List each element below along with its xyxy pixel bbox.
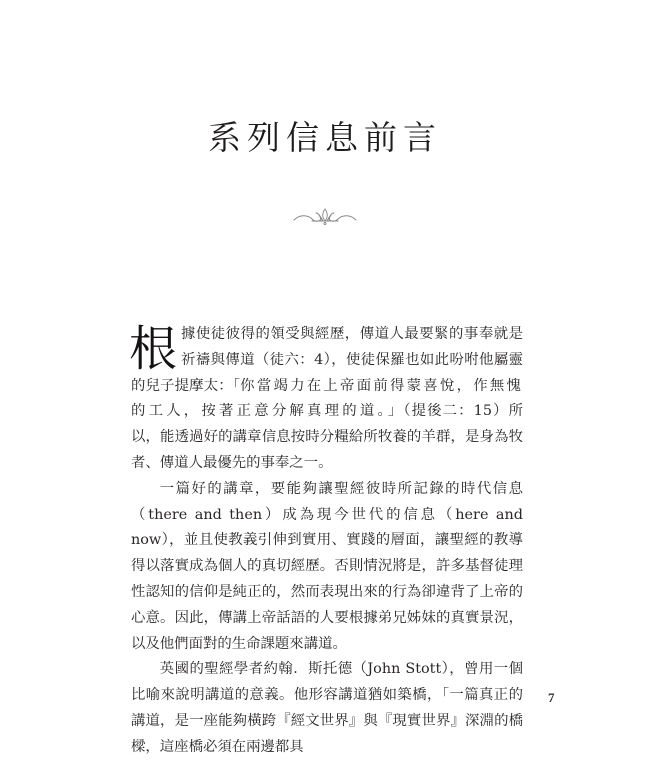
scripture-quote: 你當竭力在上帝面前得蒙喜悅，作無愧的工人，按著正意分解真理的道。 bbox=[131, 377, 523, 420]
body-text bbox=[131, 322, 523, 761]
paragraph-text: 」（提後二：15）所以，能透過好的講章信息按時分糧給所牧養的羊群，是身為牧者、傳道人最優先的事奉之一。 bbox=[131, 403, 523, 471]
paragraph-text: 據使徒彼得的領受與經歷，傳道人最要緊的事奉就是祈禱與傳道（徒六：4），使徒保羅也如此吩咐他屬靈的兒子提摩太：「 bbox=[131, 326, 523, 394]
page-title: 系列信息前言 bbox=[208, 118, 442, 157]
paragraph-3: 英國的聖經學者約翰．斯托德（John Stott），曾用一個比喻來說明講道的意義。他形容講道猶如築橋，「一篇真正的講道，是一座能夠橫跨『經文世界』與『現實世界』深淵的橋樑，這座橋必須在兩邊都具 bbox=[131, 661, 523, 755]
paragraph-1 bbox=[131, 322, 523, 477]
flourish-divider-icon bbox=[292, 205, 358, 227]
page-number: 7 bbox=[548, 690, 555, 705]
paragraph-2: 一篇好的講章，要能夠讓聖經彼時所記錄的時代信息（there and then）成為現今世代的信息（here and now），並且使教義引伸到實用、實踐的層面，讓聖經的教導得以落實成為個人的真切經歷。否則情況將是，許多基督徒理性認知的信仰是純正的，然而表現出來的行為卻違背了上帝的心意。因此，傳講上帝話語的人要根據弟兄姊妹的真實景況，以及他們面對的生命課題來講道。 bbox=[131, 480, 523, 652]
drop-cap: 根 bbox=[129, 321, 178, 377]
